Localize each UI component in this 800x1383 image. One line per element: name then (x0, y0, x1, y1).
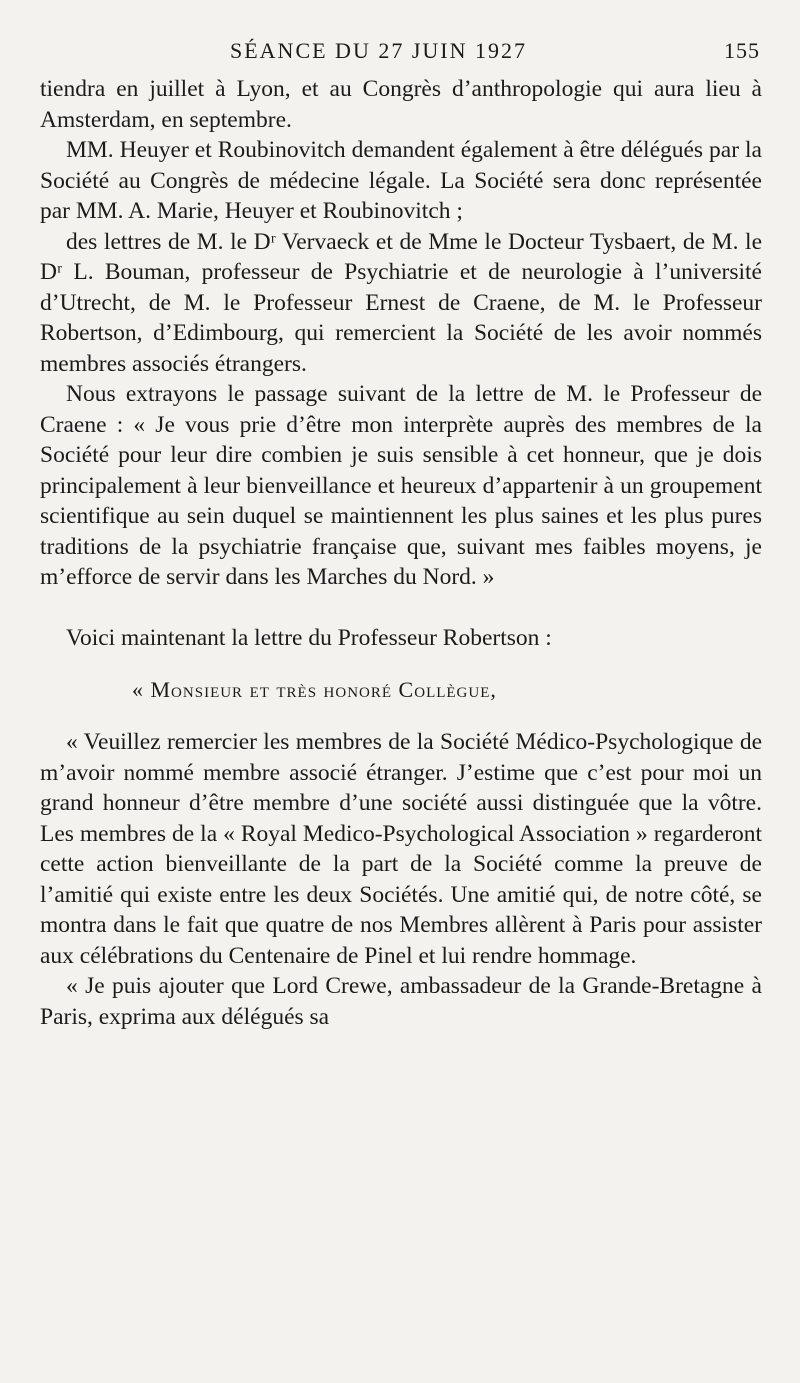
paragraph-robertson-intro: Voici maintenant la lettre du Professeur Robertson : (66, 624, 552, 651)
section-gap (40, 705, 762, 727)
paragraph-lord-crewe: « Je puis ajouter que Lord Crewe, ambassadeur de la Grande-Bretagne à Paris, exprima aux délégués sa (40, 973, 762, 1030)
running-head (40, 30, 762, 74)
paragraph-congress-continuation: tiendra en juillet à Lyon, et au Congrès d’anthropologie qui aura lieu à Amsterdam, en septembre. (40, 76, 762, 133)
section-gap (40, 593, 762, 623)
paragraph-de-craene-letter: Nous extrayons le passage suivant de la lettre de M. le Professeur de Craene : « Je vous prie d’être mon interprète auprès des membres de la Société pour leur dire combien je suis sensible à cet honneur, que je dois principalement à leur bienveillance et heureux d’appartenir à un groupement scientifique au sein duquel se maintiennent les plus saines et les plus pures traditions de la psychiatrie française que, suivant mes faibles moyens, je m’efforce de servir dans les Marches du Nord. » (40, 381, 762, 590)
letter-salutation: « Monsieur et très honoré Collègue, (132, 677, 497, 702)
paragraph-letters-received: des lettres de M. le Dʳ Vervaeck et de Mme le Docteur Tysbaert, de M. le Dʳ L. Bouman, professeur de Psychiatrie et de neurologie à l’université d’Utrecht, de M. le Professeur Ernest de Craene, de M. le Professeur Robertson, d’Edimbourg, qui remercient la Société de les avoir nommés membres associés étrangers. (40, 228, 762, 377)
section-gap (40, 653, 762, 675)
page-number: 155 (724, 38, 760, 63)
body-text (40, 74, 762, 1032)
paragraph-delegates: MM. Heuyer et Roubinovitch demandent également à être délégués par la Société au Congrès de médecine légale. La Société sera donc représentée par MM. A. Marie, Heuyer et Roubinovitch ; (40, 137, 762, 224)
paragraph-robertson-letter: « Veuillez remercier les membres de la Société Médico-Psychologique de m’avoir nommé membre associé étranger. J’estime que c’est pour moi un grand honneur d’être membre d’une société aussi distinguée que la vôtre. Les membres de la « Royal Medico-Psychological Association » regarderont cette action bienveillante de la part de la Société comme la preuve de l’amitié qui existe entre les deux Sociétés. Une amitié qui, de notre côté, se montra dans le fait que quatre de nos Membres allèrent à Paris pour assister aux célébrations du Centenaire de Pinel et lui rendre hommage. (40, 729, 762, 969)
running-head-title: SÉANCE DU 27 JUIN 1927 (230, 38, 527, 63)
